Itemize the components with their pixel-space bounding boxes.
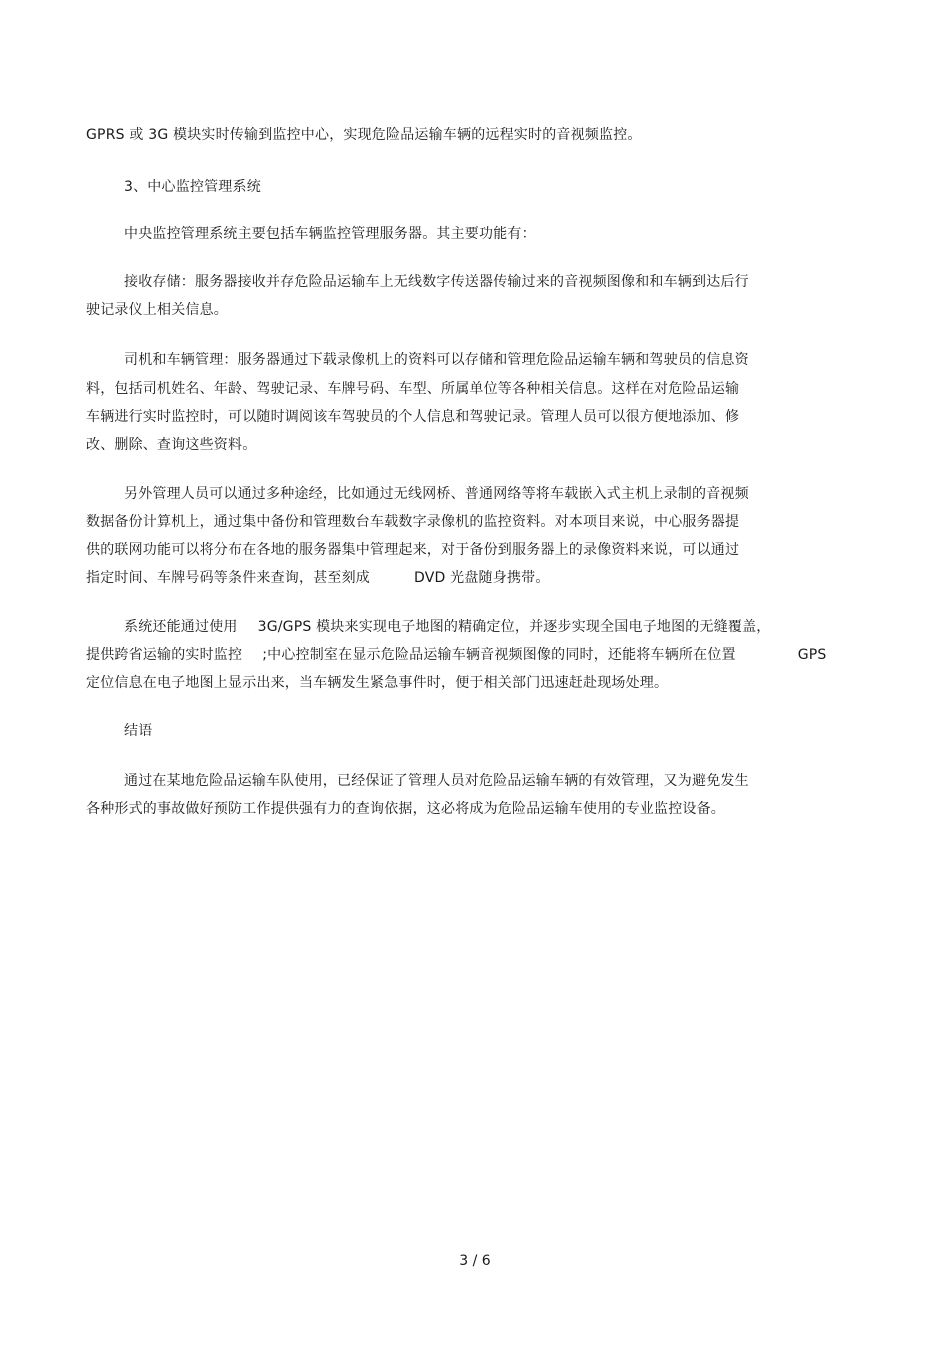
line-segment: 指定时间、车牌号码等条件来查询，甚至刻成 — [86, 570, 370, 586]
line-segment: 3G/GPS 模块来实现电子地图的精确定位，并逐步实现全国电子地图的无缝覆盖， — [257, 619, 771, 635]
line-segment: 系统还能通过使用 — [124, 619, 238, 635]
paragraph-line: 车辆进行实时监控时，可以随时调阅该车驾驶员的个人信息和驾驶记录。管理人员可以很方便地添加、修 — [86, 409, 740, 425]
paragraph-line — [86, 569, 550, 587]
line-segment: 提供跨省运输的实时监控 — [86, 647, 243, 663]
paragraph-line: 改、删除、查询这些资料。 — [86, 437, 257, 453]
paragraph-line — [124, 618, 771, 636]
paragraph-line: 接收存储：服务器接收并存危险品运输车上无线数字传送器传输过来的音视频图像和和车辆到达后行 — [124, 274, 749, 290]
paragraph-line: 各种形式的事故做好预防工作提供强有力的查询依据，这必将成为危险品运输车使用的专业监控设备。 — [86, 801, 725, 817]
paragraph-line: 供的联网功能可以将分布在各地的服务器集中管理起来，对于备份到服务器上的录像资料来说，可以通过 — [86, 542, 740, 558]
paragraph-line: 司机和车辆管理：服务器通过下载录像机上的资料可以存储和管理危险品运输车辆和驾驶员的信息资 — [124, 352, 749, 368]
page-number: 3 / 6 — [459, 1253, 491, 1269]
paragraph-line: 通过在某地危险品运输车队使用，已经保证了管理人员对危险品运输车辆的有效管理，又为避免发生 — [124, 773, 749, 789]
paragraph-line — [86, 646, 827, 664]
paragraph-line: 料，包括司机姓名、年龄、驾驶记录、车牌号码、车型、所属单位等各种相关信息。这样在对危险品运输 — [86, 381, 740, 397]
paragraph-continuation-line: GPRS 或 3G 模块实时传输到监控中心，实现危险品运输车辆的远程实时的音视频监控。 — [86, 127, 642, 143]
paragraph-line: 另外管理人员可以通过多种途经，比如通过无线网桥、普通网络等将车载嵌入式主机上录制的音视频 — [124, 486, 749, 502]
line-segment: GPS — [797, 647, 827, 663]
paragraph-line: 中央监控管理系统主要包括车辆监控管理服务器。其主要功能有： — [124, 226, 536, 242]
line-segment: DVD 光盘随身携带。 — [414, 570, 550, 586]
paragraph-line: 数据备份计算机上，通过集中备份和管理数台车载数字录像机的监控资料。对本项目来说，中心服务器提 — [86, 514, 740, 530]
line-segment: ;中心控制室在显示危险品运输车辆音视频图像的同时，还能将车辆所在位置 — [262, 647, 736, 663]
paragraph-line: 驶记录仪上相关信息。 — [86, 302, 228, 318]
section-heading: 3、中心监控管理系统 — [124, 179, 261, 195]
section-heading: 结语 — [124, 723, 153, 739]
paragraph-line: 定位信息在电子地图上显示出来，当车辆发生紧急事件时，便于相关部门迅速赶赴现场处理。 — [86, 675, 669, 691]
